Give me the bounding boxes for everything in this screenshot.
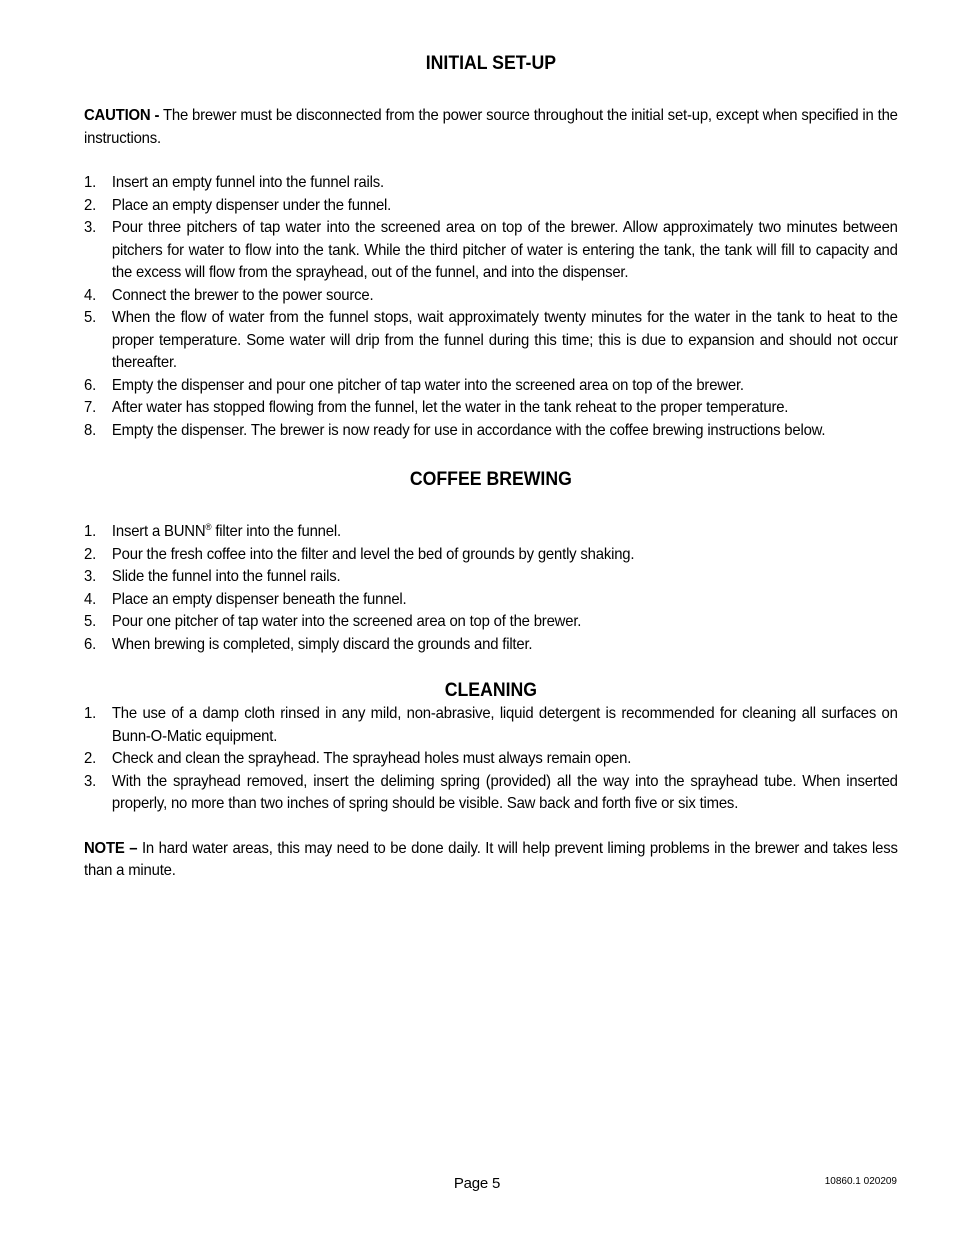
list-item: 4. Connect the brewer to the power source. — [84, 286, 374, 304]
list-item: 2. Place an empty dispenser under the funnel. — [84, 196, 392, 214]
list-item: 8. Empty the dispenser. The brewer is now ready for use in accordance with the coffee brewing instructions below. — [84, 421, 826, 439]
document-code: 10860.1 020209 — [824, 1176, 897, 1187]
caution-text: The brewer must be disconnected from the power source throughout the initial set-up, except when specified in the instructions. — [84, 107, 898, 147]
list-item: 1. The use of a damp cloth rinsed in any mild, non-abrasive, liquid detergent is recommended for cleaning all surfaces on Bunn-O-Matic equipment. — [84, 705, 898, 745]
list-item: 2. Pour the fresh coffee into the filter and level the bed of grounds by gently shaking. — [84, 545, 635, 563]
list-item: 3. Pour three pitchers of tap water into the screened area on top of the brewer. Allow approximately two minutes between pitchers for water to flow into the tank. While the third pitcher of water is entering the tank, the tank will fill to capacity and the excess will flow from the sprayhead, out of the funnel, and into the dispenser. — [84, 219, 898, 281]
list-item: 1. Insert an empty funnel into the funnel rails. — [84, 174, 384, 191]
caution-paragraph — [84, 105, 898, 150]
page-content — [84, 52, 898, 883]
list-item: 6. Empty the dispenser and pour one pitcher of tap water into the screened area on top of the brewer. — [84, 376, 744, 394]
section-title-initial-setup: INITIAL SET-UP — [425, 53, 557, 74]
cleaning-steps-list — [84, 703, 898, 816]
list-item: 6. When brewing is completed, simply discard the grounds and filter. — [84, 635, 533, 653]
list-item: 2. Check and clean the sprayhead. The sprayhead holes must always remain open. — [84, 750, 632, 767]
list-item: 5. Pour one pitcher of tap water into the screened area on top of the brewer. — [84, 613, 582, 630]
section-title-cleaning: CLEANING — [444, 680, 538, 701]
note-text: In hard water areas, this may need to be done daily. It will help prevent liming problems in the brewer and takes less than a minute. — [84, 839, 898, 879]
list-item: 3. With the sprayhead removed, insert the deliming spring (provided) all the way into the sprayhead tube. When inserted properly, no more than two inches of spring should be visible. Saw back and forth five or six times. — [84, 772, 898, 812]
list-item: 5. When the flow of water from the funnel stops, wait approximately twenty minutes for the water in the tank to heat to the proper temperature. Some water will drip from the funnel during this time; this is due to expansion and should not occur thereafter. — [84, 309, 898, 371]
caution-label: CAUTION - — [84, 107, 160, 124]
list-item: 4. Place an empty dispenser beneath the funnel. — [84, 590, 407, 608]
list-item: 1. Insert a BUNN® filter into the funnel. — [84, 522, 341, 540]
registered-mark: ® — [205, 522, 212, 532]
note-label: NOTE – — [84, 839, 138, 857]
brewing-steps-list — [84, 521, 898, 656]
section-title-coffee-brewing: COFFEE BREWING — [409, 469, 572, 490]
list-item: 3. Slide the funnel into the funnel rails. — [84, 568, 341, 585]
list-item: 7. After water has stopped flowing from the funnel, let the water in the tank reheat to the proper temperature. — [84, 399, 789, 416]
setup-steps-list — [84, 172, 898, 442]
page-number: Page 5 — [453, 1175, 501, 1192]
note-paragraph — [84, 838, 898, 883]
